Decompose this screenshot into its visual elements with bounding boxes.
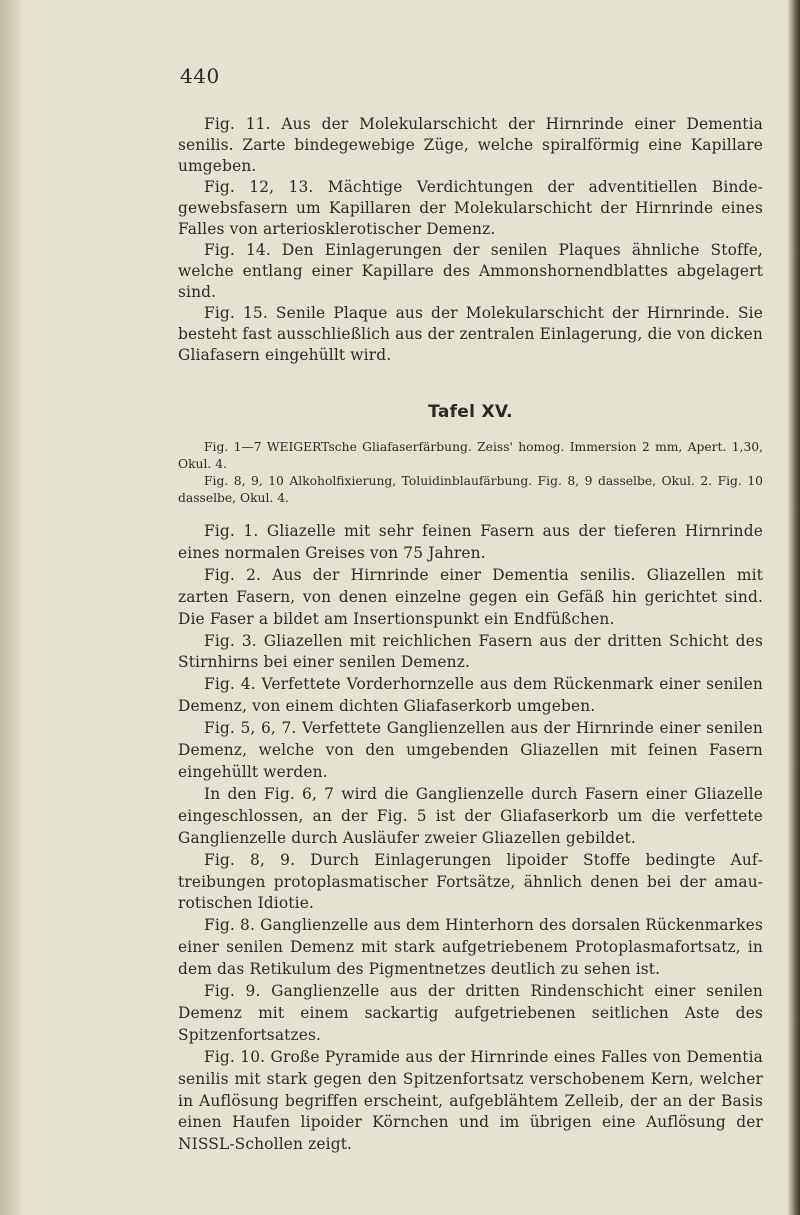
technical-note: Fig. 8, 9, 10 Alkoholfixierung, Toluidinblaufärbung. Fig. 8, 9 dasselbe, Okul. 2. Fig. 10 dasselbe, Okul. 4. (178, 474, 763, 505)
plate-title: Tafel XV. (428, 402, 513, 422)
caption-fig-3: Fig. 3. Gliazellen mit reichlichen Fasern aus der dritten Schicht des Stirnhirns bei einer senilen Demenz. (178, 631, 763, 672)
caption-fig-8: Fig. 8. Ganglienzelle aus dem Hinterhorn des dorsalen Rückenmarkes einer senilen Demenz mit stark aufgetriebenem Protoplasmafortsatz, in dem das Retikulum des Pigmentnetzes deutlich zu sehen ist. (178, 916, 763, 979)
caption-fig-15: Fig. 15. Senile Plaque aus der Molekularschicht der Hirnrinde. Sie besteht fast ausschließlich aus der zentralen Einlagerung, die von dicken Gliafasern eingehüllt wird. (178, 304, 763, 364)
caption-fig-10: Fig. 10. Große Pyramide aus der Hirnrinde eines Falles von Dementia senilis mit stark gegen den Spitzenfortsatz verschobenem Kern, welcher in Auflösung begriffen erscheint, aufgeblähtem Zelleib, der an der Basis einen Haufen lipoider Körnchen und im übrigen eine Auflösung der NISSL-Schollen zeigt. (178, 1047, 763, 1154)
caption-fig-2: Fig. 2. Aus der Hirnrinde einer Dementia senilis. Gliazellen mit zarten Fasern, von denen einzelne gegen ein Gefäß hin gerichtet sind. Die Faser a bildet am Insertionspunkt ein Endfüßchen. (178, 565, 763, 628)
page-content (178, 114, 763, 1156)
right-page-shadow (788, 0, 800, 1215)
caption-fig-4: Fig. 4. Verfettete Vorderhornzelle aus dem Rückenmark einer senilen Demenz, von einem dichten Gliafaserkorb umgeben. (178, 675, 763, 716)
caption-fig-12-13: Fig. 12, 13. Mächtige Verdichtungen der adventitiellen Bindegewebsfasern um Kapillaren der Molekularschicht der Hirnrinde eines Falles von arteriosklerotischer Demenz. (178, 178, 763, 238)
caption-fig-5-6-7: Fig. 5, 6, 7. Verfettete Ganglienzellen aus der Hirnrinde einer senilen Demenz, welche von den umgebenden Gliazellen mit feinen Fasern eingehüllt werden. (178, 719, 763, 781)
figure-captions-previous-plate (178, 114, 763, 366)
caption-fig-8-9: Fig. 8, 9. Durch Einlagerungen lipoider Stoffe bedingte Auftreibungen protoplasmatischer Fortsätze, ähnlich denen bei der amaurotischen Idiotie. (178, 850, 763, 913)
caption-fig-1: Fig. 1. Gliazelle mit sehr feinen Fasern aus der tieferen Hirnrinde eines normalen Greises von 75 Jahren. (178, 522, 763, 562)
caption-fig-6-7-note: In den Fig. 6, 7 wird die Ganglienzelle durch Fasern einer Gliazelle eingeschlossen, an der Fig. 5 ist der Gliafaserkorb um die verfettete Ganglienzelle durch Ausläufer zweier Gliazellen gebildet. (178, 784, 763, 847)
figure-captions-plate-xv (178, 521, 763, 1156)
plate-technical-notes (178, 439, 763, 507)
technical-note: Fig. 1—7 WEIGERTsche Gliafaserfärbung. Zeiss' homog. Immersion 2 mm, Apert. 1,30, Okul. 4. (178, 440, 763, 471)
left-page-edge (0, 0, 22, 1215)
caption-fig-9: Fig. 9. Ganglienzelle aus der dritten Rindenschicht einer senilen Demenz mit einem sackartig aufgetriebenen seitlichen Aste des Spitzenfortsatzes. (178, 982, 763, 1044)
caption-fig-14: Fig. 14. Den Einlagerungen der senilen Plaques ähnliche Stoffe, welche entlang einer Kapillare des Ammonshornendblattes abgelagert sind. (178, 241, 763, 301)
page-number: 440 (180, 64, 220, 88)
caption-fig-11: Fig. 11. Aus der Molekularschicht der Hirnrinde einer Dementia senilis. Zarte bindegewebige Züge, welche spiralförmig eine Kapillare umgeben. (178, 115, 763, 175)
